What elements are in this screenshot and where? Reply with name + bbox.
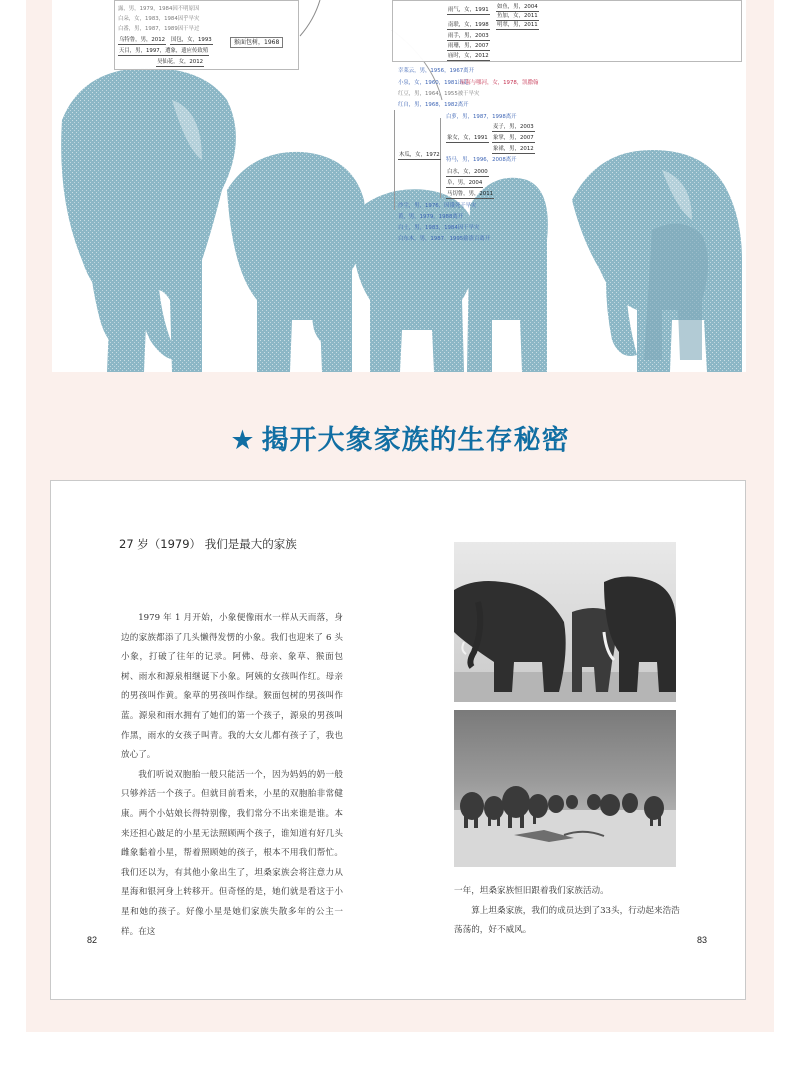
star-icon: ★	[230, 425, 256, 456]
elephant-photo-top	[454, 542, 676, 702]
tree-node: 幸莱云，男，1956，1967离开	[398, 68, 474, 74]
tree-node: 黄，男，1979，1988离开	[398, 214, 464, 220]
page-number-left: 82	[87, 935, 98, 945]
section-heading-text: 揭开大象家族的生存秘密	[261, 425, 570, 456]
book-spread	[50, 480, 746, 1000]
tree-panel-right	[392, 0, 742, 62]
tree-parent-node: 猴面包树，1968	[230, 37, 283, 48]
tree-matriarch-node: 木瓜，女，1972	[399, 152, 440, 158]
tree-node: 红自，男，1968，1982离开	[398, 102, 469, 108]
tree-node: 白水，女，2000	[447, 169, 488, 175]
tree-node: 屋海与哪河，女，1978，凯撒翰	[460, 80, 539, 86]
paragraph: 我们听说双胞胎一般只能活一个，因为妈妈的奶一般只够养活一个孩子。但就目前看来，小星的双胞胎非常健康。两个小姑娘长得特别像，我们常分不出来谁是谁。本来还担心跛足的小星无法照顾两个孩子，谁知道有好几头雌象黏着小星，帮着照顾她的孩子，根本不用我们帮忙。我们还以为，有其他小象出生了，坦桑家族会将注意力从星海和银河身上转移开。但奇怪的是，她们就是看这于小星和她的孩子。好像小星是她们家族失散多年的公主一样。在这	[121, 769, 343, 937]
tree-node: 白萝，男，1987，1998离开	[446, 114, 517, 120]
tree-node: 特马，男，1996，2008离开	[446, 157, 517, 163]
tree-node: 象女，女，1991	[447, 135, 488, 141]
tree-node: 麦子，男，2003	[493, 124, 534, 130]
tree-node: 南联，女，1998	[448, 22, 489, 28]
section-heading	[0, 418, 800, 457]
tree-node: 象掌，男，2007	[493, 135, 534, 141]
tree-node: 国包，女，1993	[171, 37, 212, 43]
tree-node: 昊仙花，女，2012	[157, 59, 204, 65]
tree-node: 白东木，男，1987，1995偷盗百离开	[398, 236, 491, 242]
tree-node: 白土，男，1983，1984因干旱灾	[398, 225, 480, 231]
tree-node: 露，男，1979，1984因不明原因	[118, 6, 200, 12]
left-page-body	[121, 609, 343, 942]
tree-node: 白番，男，1987，1989因干旱过	[118, 26, 200, 32]
tree-node: 乌特鲁，男，2012	[119, 37, 166, 43]
paragraph: 1979 年 1 月开始，小象便像雨水一样从天而落，身边的家族都添了几头懒得发愣的小象。我们也迎来了 6 头小象，打破了往年的记录。阿佛、母亲、象草、猴面包树、雨水和源泉相继诞下小象。阿姨的女孩叫作红。母亲的男孩叫作黄。象草的男孩叫作绿。猴面包树的男孩叫作蓝。源泉和雨水拥有了她们的第一个孩子，源泉的男孩叫作黑，雨水的女孩子叫青。我的大女儿都有孩子了，我也放心了。	[121, 613, 343, 761]
tree-node: 天目，男，1997，遭象，遗应传致殖	[119, 48, 209, 54]
elephant-photo-bottom	[454, 710, 676, 867]
tree-node: 小泉，女，1960，1981出走	[398, 80, 469, 86]
tree-node: 鱼加，女，2011	[497, 13, 538, 19]
family-tree-illustration	[52, 0, 746, 372]
tree-connector	[394, 110, 395, 210]
tree-node: 马切鲁，男，2011	[447, 191, 494, 197]
tree-node: 明翠，男，2011	[497, 22, 538, 28]
paragraph: 一年，坦桑家族恒旧跟着我们家族活动。	[454, 886, 609, 896]
tree-node: 雨气，女，1991	[448, 7, 489, 13]
tree-node: 庙时，女，2012	[448, 53, 489, 59]
paragraph: 算上坦桑家族，我们的成员达到了33头，行动起来浩浩荡荡的，好不威风。	[454, 905, 680, 936]
tree-node: 雨珊，男，2007	[448, 43, 489, 49]
right-page-body	[454, 882, 680, 941]
tree-node: 雨手，男，2003	[448, 33, 489, 39]
tree-node: 红豆，男，1964，1955被干旱灾	[398, 91, 480, 97]
tree-node: 象裙，男，2012	[493, 146, 534, 152]
tree-node: 沙尘，男，1976，因饿死于旱灾	[398, 203, 477, 209]
chapter-title: 27 岁（1979） 我们是最大的家族	[119, 537, 297, 551]
tree-node: 如鱼，男，2004	[497, 4, 538, 10]
tree-node: 阜，男，2004	[447, 180, 483, 186]
tree-node: 白朵，女，1983，1984因乎旱灾	[118, 16, 200, 22]
page-number-right: 83	[697, 935, 708, 945]
